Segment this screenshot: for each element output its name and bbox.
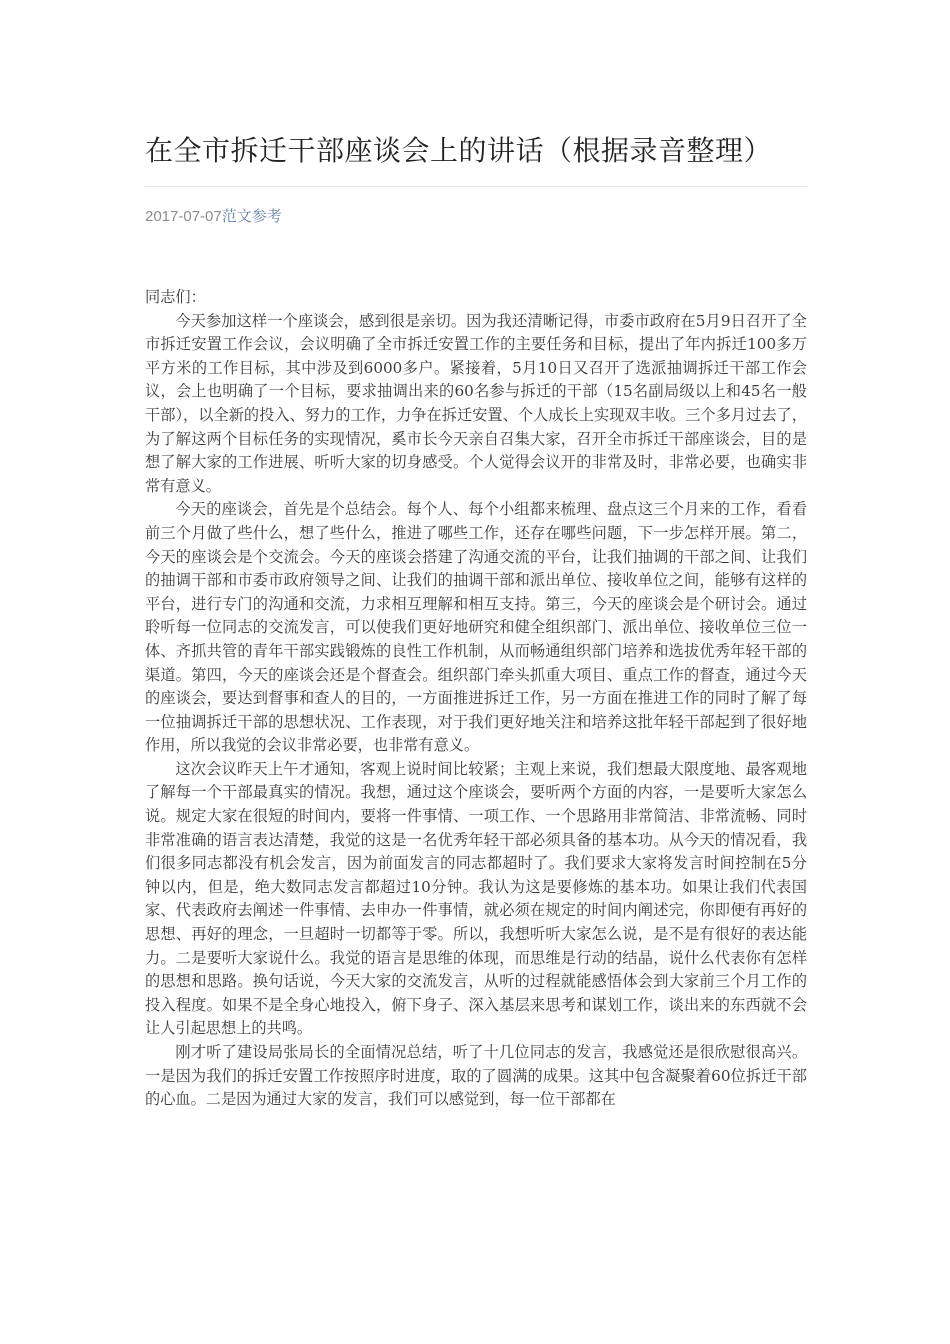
paragraph-2: 今天的座谈会，首先是个总结会。每个人、每个小组都来梳理、盘点这三个月来的工作，看看前三个月做了些什么，想了些什么，推进了哪些工作，还存在哪些问题，下一步怎样开展。第二，今天的座谈会是个交流会。今天的座谈会搭建了沟通交流的平台，让我们抽调的干部之间、让我们的抽调干部和市委市政府领导之间、让我们的抽调干部和派出单位、接收单位之间，能够有这样的平台，进行专门的沟通和交流，力求相互理解和相互支持。第三，今天的座谈会是个研讨会。通过聆听每一位同志的交流发言，可以使我们更好地研究和健全组织部门、派出单位、接收单位三位一体、齐抓共管的青年干部实践锻炼的良性工作机制，从而畅通组织部门培养和选拔优秀年轻干部的渠道。第四，今天的座谈会还是个督查会。组织部门牵头抓重大项目、重点工作的督查，通过今天的座谈会，要达到督事和查人的目的，一方面推进拆迁工作，另一方面在推进工作的同时了解了每一位抽调拆迁干部的思想状况、工作表现，对于我们更好地关注和培养这批年轻干部起到了很好地作用，所以我觉的会议非常必要，也非常有意义。 bbox=[145, 500, 807, 755]
category-link[interactable]: 范文参考 bbox=[221, 208, 282, 225]
publish-date: 2017-07-07 bbox=[145, 208, 222, 225]
salutation: 同志们： bbox=[145, 288, 206, 306]
title-divider bbox=[145, 186, 807, 187]
article bbox=[145, 0, 807, 1112]
paragraph-4: 刚才听了建设局张局长的全面情况总结，听了十几位同志的发言，我感觉还是很欣慰很高兴。一是因为我们的拆迁安置工作按照序时进度，取的了圆满的成果。这其中包含凝聚着60位拆迁干部的心血。二是因为通过大家的发言，我们可以感觉到，每一位干部都在 bbox=[145, 1043, 807, 1109]
paragraph-3: 这次会议昨天上午才通知，客观上说时间比较紧；主观上来说，我们想最大限度地、最客观地了解每一个干部最真实的情况。我想，通过这个座谈会，要听两个方面的内容，一是要听大家怎么说。规定大家在很短的时间内，要将一件事情、一项工作、一个思路用非常简洁、非常流畅、同时非常准确的语言表达清楚，我觉的这是一名优秀年轻干部必须具备的基本功。从今天的情况看，我们很多同志都没有机会发言，因为前面发言的同志都超时了。我们要求大家将发言时间控制在5分钟以内，但是，绝大数同志发言都超过10分钟。我认为这是要修炼的基本功。如果让我们代表国家、代表政府去阐述一件事情、去申办一件事情，就必须在规定的时间内阐述完，你即便有再好的思想、再好的理念，一旦超时一切都等于零。所以，我想听听大家怎么说，是不是有很好的表达能力。二是要听大家说什么。我觉的语言是思维的体现，而思维是行动的结晶，说什么代表你有怎样的思想和思路。换句话说，今天大家的交流发言，从听的过程就能感悟体会到大家前三个月工作的投入程度。如果不是全身心地投入，俯下身子、深入基层来思考和谋划工作，谈出来的东西就不会让人引起思想上的共鸣。 bbox=[145, 759, 807, 1038]
paragraph-1: 今天参加这样一个座谈会，感到很是亲切。因为我还清晰记得，市委市政府在5月9日召开了全市拆迁安置工作会议，会议明确了全市拆迁安置工作的主要任务和目标，提出了年内拆迁100多万平方米的工作目标，其中涉及到6000多户。紧接着，5月10日又召开了选派抽调拆迁干部工作会议，会上也明确了一个目标，要求抽调出来的60名参与拆迁的干部（15名副局级以上和45名一般干部），以全新的投入、努力的工作，力争在拆迁安置、个人成长上实现双丰收。三个多月过去了，为了解这两个目标任务的实现情况，奚市长今天亲自召集大家，召开全市拆迁干部座谈会，目的是想了解大家的工作进展、听听大家的切身感受。个人觉得会议开的非常及时，非常必要，也确实非常有意义。 bbox=[145, 311, 807, 495]
article-title: 在全市拆迁干部座谈会上的讲话（根据录音整理） bbox=[145, 134, 773, 167]
article-meta bbox=[145, 207, 807, 227]
article-body bbox=[145, 286, 807, 1112]
